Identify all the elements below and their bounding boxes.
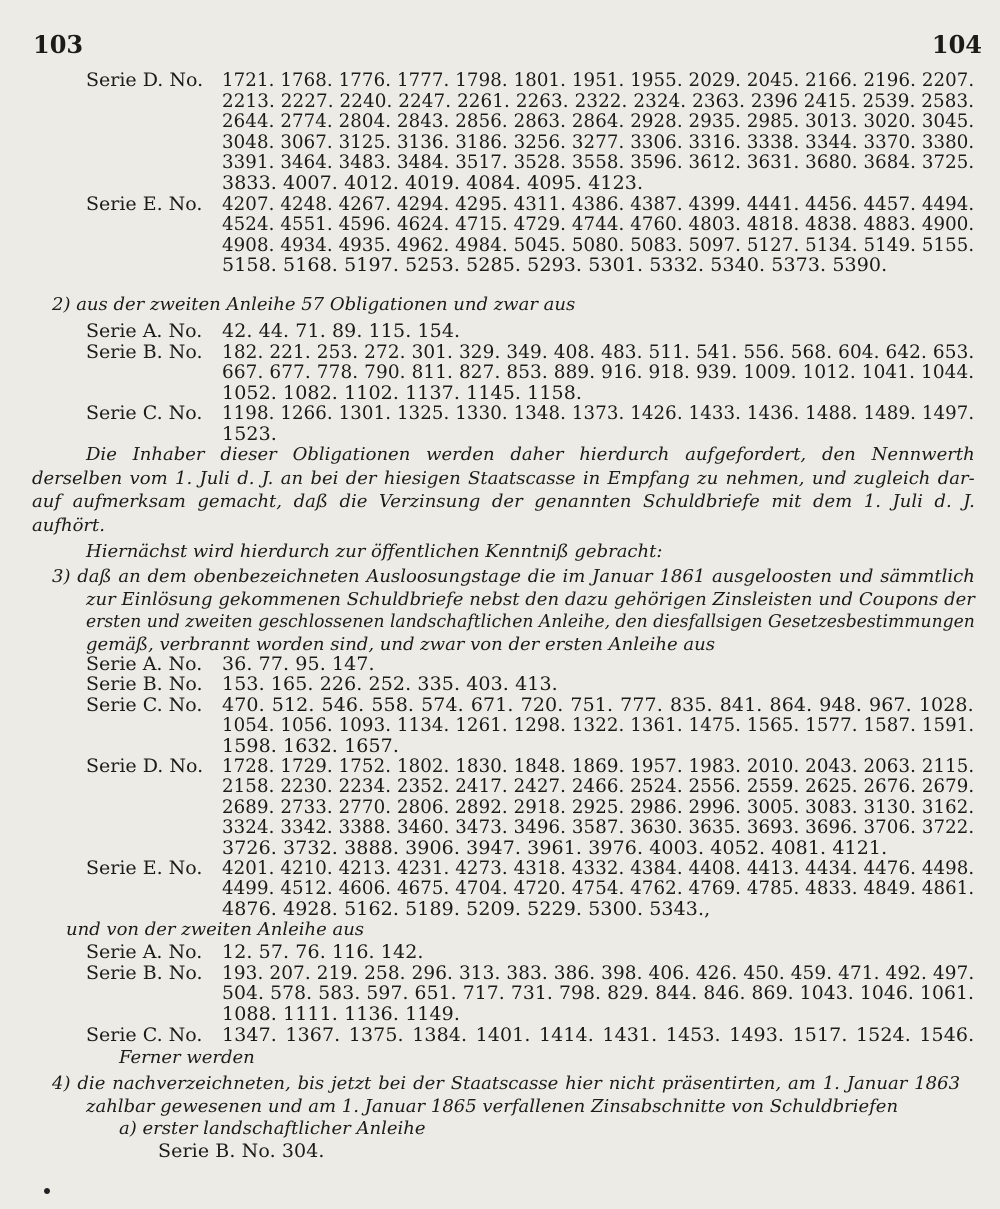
notice-paragraph-line: Die Inhaber dieser Obligationen werden daher hierdurch aufgefordert, den Nennwerth [86,444,975,465]
item-4-line: zahlbar gewesenen und am 1. Januar 1865 verfallenen Zinsabschnitte von Schuldbriefen [86,1096,899,1117]
ink-spot [44,1188,50,1194]
series-number-line: 1347. 1367. 1375. 1384. 1401. 1414. 1431. 1453. 1493. 1517. 1524. 1546. [222,1023,975,1046]
series-label: Serie A. No. [86,941,203,963]
page-number-right: 104 [931,30,982,59]
series-label: Serie A. No. [86,320,203,342]
page-number-left: 103 [33,30,84,59]
notice-paragraph-line: derselben vom 1. Juli d. J. an bei der hiesigen Staatscasse in Empfang zu nehmen, und zugleich dar- [32,467,975,489]
series-number-line: 1054. 1056. 1093. 1134. 1261. 1298. 1322. 1361. 1475. 1565. 1577. 1587. 1591. [222,714,975,737]
series-number-line: 36. 77. 95. 147. [222,653,375,675]
series-number-line: 193. 207. 219. 258. 296. 313. 383. 386. 398. 406. 426. 450. 459. 471. 492. 497. [222,961,975,984]
series-number-line: 667. 677. 778. 790. 811. 827. 853. 889. 916. 918. 939. 1009. 1012. 1041. 1044. [222,361,975,384]
series-number-line: 4908. 4934. 4935. 4962. 4984. 5045. 5080. 5083. 5097. 5127. 5134. 5149. 5155. [222,233,975,256]
series-label: Serie C. No. [86,402,203,425]
series-number-line: 2158. 2230. 2234. 2352. 2417. 2427. 2466. 2524. 2556. 2559. 2625. 2676. 2679. [222,775,975,798]
series-label: Serie A. No. [86,653,203,675]
series-number-line: 153. 165. 226. 252. 335. 403. 413. [222,673,558,696]
series-label: Serie B. No. [86,673,203,696]
series-number-line: 4207. 4248. 4267. 4294. 4295. 4311. 4386. 4387. 4399. 4441. 4456. 4457. 4494. [222,192,975,215]
series-number-line: 4524. 4551. 4596. 4624. 4715. 4729. 4744. 4760. 4803. 4818. 4838. 4883. 4900. [222,213,975,236]
item-4a-entry: Serie B. No. 304. [158,1140,325,1162]
item-3-line: ersten und zweiten geschlossenen landschaftlichen Anleihe, den diesfallsigen Gesetzesbestimmungen [86,611,975,632]
series-number-line: 2689. 2733. 2770. 2806. 2892. 2918. 2925. 2986. 2996. 3005. 3083. 3130. 3162. [222,795,975,818]
series-number-line: 504. 578. 583. 597. 651. 717. 731. 798. 829. 844. 846. 869. 1043. 1046. 1061. [222,982,975,1005]
item-4a-heading: a) erster landschaftlicher Anleihe [119,1118,426,1139]
series-number-line: 42. 44. 71. 89. 115. 154. [222,320,461,342]
series-label: Serie E. No. [86,857,203,879]
series-label: Serie C. No. [86,693,203,716]
series-number-line: 2213. 2227. 2240. 2247. 2261. 2263. 2322. 2324. 2363. 2396 2415. 2539. 2583. [222,89,975,112]
series-number-line: 1523. [222,423,277,445]
series-number-line: 5158. 5168. 5197. 5253. 5285. 5293. 5301. 5332. 5340. 5373. 5390. [222,254,888,277]
section-heading-second-loan: 2) aus der zweiten Anleihe 57 Obligationen und zwar aus [52,294,576,315]
series-number-line: 1052. 1082. 1102. 1137. 1145. 1158. [222,381,583,404]
item-3-line: gemäß, verbrannt worden sind, und zwar von der ersten Anleihe aus [86,633,715,655]
series-number-line: 4201. 4210. 4213. 4231. 4273. 4318. 4332. 4384. 4408. 4413. 4434. 4476. 4498. [222,857,975,879]
item-3-line: zur Einlösung gekommenen Schuldbriefe nebst den dazu gehörigen Zinsleisten und Coupons der [86,588,975,610]
notice-paragraph-line: aufhört. [32,514,105,536]
series-number-line: 3726. 3732. 3888. 3906. 3947. 3961. 3976. 4003. 4052. 4081. 4121. [222,836,888,859]
series-number-line: 1198. 1266. 1301. 1325. 1330. 1348. 1373. 1426. 1433. 1436. 1488. 1489. 1497. [222,402,975,425]
series-number-line: 3391. 3464. 3483. 3484. 3517. 3528. 3558. 3596. 3612. 3631. 3680. 3684. 3725. [222,151,975,174]
series-number-line: 1721. 1768. 1776. 1777. 1798. 1801. 1951. 1955. 2029. 2045. 2166. 2196. 2207. [222,69,975,91]
series-number-line: 1088. 1111. 1136. 1149. [222,1003,460,1026]
series-label: Serie D. No. [86,755,204,777]
series-number-line: 470. 512. 546. 558. 574. 671. 720. 751. 777. 835. 841. 864. 948. 967. 1028. [222,693,974,716]
series-label: Serie C. No. [86,1023,203,1046]
series-label: Serie B. No. [86,340,203,363]
series-number-line: 4876. 4928. 5162. 5189. 5209. 5229. 5300. 5343., [222,897,711,920]
series-number-line: 3048. 3067. 3125. 3136. 3186. 3256. 3277. 3306. 3316. 3338. 3344. 3370. 3380. [222,130,975,153]
series-number-line: 2644. 2774. 2804. 2843. 2856. 2863. 2864. 2928. 2935. 2985. 3013. 3020. 3045. [222,110,975,133]
series-number-line: 3324. 3342. 3388. 3460. 3473. 3496. 3587. 3630. 3635. 3693. 3696. 3706. 3722. [222,816,975,839]
series-label: Serie B. No. [86,961,203,984]
series-number-line: 4499. 4512. 4606. 4675. 4704. 4720. 4754. 4762. 4769. 4785. 4833. 4849. 4861. [222,877,975,900]
section-heading-second-loan-burned: und von der zweiten Anleihe aus [66,919,365,940]
series-number-line: 12. 57. 76. 116. 142. [222,941,424,963]
ferner-text: Ferner werden [119,1047,255,1068]
series-number-line: 1598. 1632. 1657. [222,734,399,757]
series-label: Serie E. No. [86,192,203,215]
series-number-line: 1728. 1729. 1752. 1802. 1830. 1848. 1869. 1957. 1983. 2010. 2043. 2063. 2115. [222,755,975,777]
series-number-line: 3833. 4007. 4012. 4019. 4084. 4095. 4123. [222,172,644,194]
item-4-line: 4) die nachverzeichneten, bis jetzt bei der Staatscasse hier nicht präsentirten, am 1. Januar 1863 [52,1073,961,1094]
series-label: Serie D. No. [86,69,204,91]
series-number-line: 182. 221. 253. 272. 301. 329. 349. 408. 483. 511. 541. 556. 568. 604. 642. 653. [222,340,975,363]
notice-paragraph-line: auf aufmerksam gemacht, daß die Verzinsung der genannten Schuldbriefe mit dem 1. Juli d. J. [32,491,975,512]
public-notice-heading: Hiernächst wird hierdurch zur öffentlichen Kenntniß gebracht: [86,541,663,562]
item-3-line: 3) daß an dem obenbezeichneten Ausloosungstage die im Januar 1861 ausgeloosten und sämmtlich [52,566,975,587]
